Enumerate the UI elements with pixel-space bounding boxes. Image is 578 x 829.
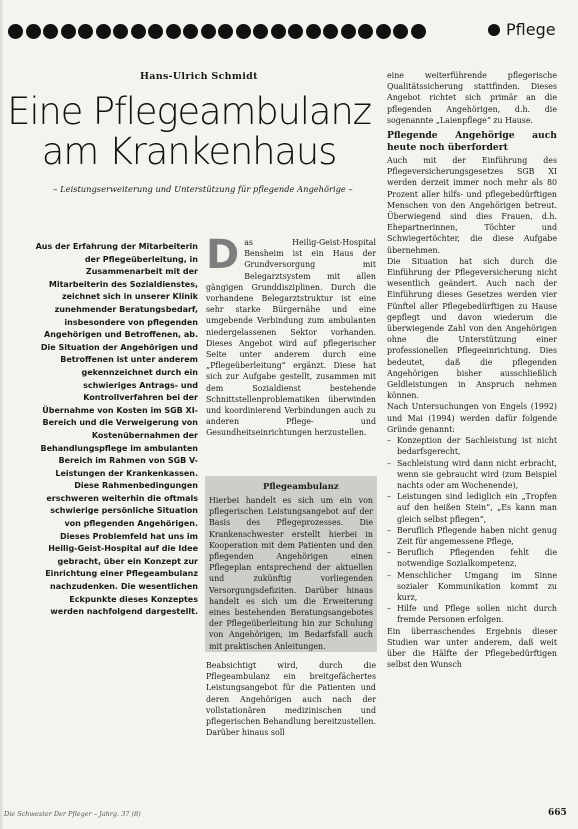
col3-paragraph-1: Auch mit der Einführung des Pflegeversicherungsgesetzes SGB XI werden derzeit immer noch mehr als 80 Prozent aller hilfs- und pflegebedürftigen Menschen von den Angehörigen betreut. Überwiegend sind dies Frauen, d.h. Ehepartnerinnen, Töchter und Schwiegertöchter, die diese Aufgabe übernehmen. — [387, 156, 557, 255]
list-item: – Beruflich Pflegenden fehlt die notwendige Sozialkompetenz, — [397, 547, 557, 569]
header-dot — [218, 24, 233, 39]
author: Hans-Ulrich Schmidt — [140, 71, 258, 82]
header-dot — [43, 24, 58, 39]
header-dot — [341, 24, 356, 39]
header-dot — [96, 24, 111, 39]
header-dot — [8, 24, 23, 39]
header-dot — [201, 24, 216, 39]
col3-heading: Pflegende Angehörige auch heute noch überfordert — [387, 130, 557, 153]
header-dot — [253, 24, 268, 39]
lead-paragraph — [34, 241, 198, 619]
info-box-text: Hierbei handelt es sich um ein von pflegerischen Leistungsangebot auf der Basis des Pflegeprozesses. Die Krankenschwester erstellt hierbei in Kooperation mit dem Patienten und den pflegenden Angehörigen einen Pflegeplan entsprechend der aktuellen und zukünftig vorliegenden Versorgungsdefiziten. Darüber hinaus handelt es sich um die Erweiterung eines bestehenden Beratungsangebotes der Pflegeüberleitung hin zur Schulung von Angehörigen, im Bedarfsfall auch mit praktischen Anleitungen. — [209, 496, 373, 651]
list-item: – Leistungen sind lediglich ein „Tropfen auf den heißen Stein“, „Es kann man gleich selbst pflegen“, — [397, 491, 557, 525]
list-item: – Hilfe und Pflege sollen nicht durch fremde Personen erfolgen. — [397, 603, 557, 625]
body-column-3 — [387, 70, 557, 670]
col3-paragraph-2: Die Situation hat sich durch die Einführung der Pflegeversicherung nicht wesentlich geändert. Auch nach der Einführung dieses Gesetzes werden vier Fünftel aller Pflegebedürftigen zu Hause gepflegt und davon wiederum die überwiegende Zahl von den Angehörigen ohne die Unterstützung einer professionellen Pflegeeinrichtung. Dies bedeutet, daß die pflegenden Angehörigen bisher ausschließlich Geldleistungen in Anspruch nehmen können. — [387, 256, 557, 401]
header-dot — [393, 24, 408, 39]
header-dot — [148, 24, 163, 39]
header-dot — [271, 24, 286, 39]
list-item: – Menschlicher Umgang im Sinne sozialer Kommunikation kommt zu kurz, — [397, 570, 557, 604]
journal-footer: Die Schwester Der Pfleger – Jahrg. 37 (8) — [4, 810, 141, 818]
header-dot-rule — [8, 24, 426, 42]
col3-paragraph-4: Ein überraschendes Ergebnis dieser Studien war unter anderem, daß weit über die Hälfte der Pflegebedürftigen selbst den Wunsch — [387, 626, 557, 670]
col2-intro-paragraph — [206, 232, 376, 439]
title-line-1: Eine Pflegeambulanz — [7, 90, 371, 133]
list-item: – Konzeption der Sachleistung ist nicht bedarfsgerecht, — [397, 435, 557, 457]
body-column-2-bottom — [206, 660, 376, 738]
lead-text: Aus der Erfahrung der Mitarbeiterin der Pflegeüberleitung, in Zusammenarbeit mit der Mitarbeiterin des Sozialdienstes, zeichnet sich in unserer Klinik zunehmender Beratungsbedarf, insbesondere von pflegenden Angehörigen und Betroffenen, ab. Die Situation der Angehörigen und Betroffenen ist unter anderem gekennzeichnet durch ein schwieriges Antrags- und Kontrollverfahren bei der Übernahme von Kosten im SGB XI-Bereich und die Verweigerung von Kostenübernahmen der Behandlungspflege im ambulanten Bereich im Rahmen von SGB V-Leistungen der Krankenkassen. Diese Rahmenbedingungen erschweren weiterhin die oftmals schwierige persönliche Situation von pflegenden Angehörigen. Dieses Problemfeld hat uns im Heilig-Geist-Hospital auf die Idee gebracht, über ein Konzept zur Einrichtung einer Pflegeambulanz nachzudenken. Die wesentlichen Eckpunkte dieses Konzeptes werden nachfolgend dargestellt. — [35, 242, 198, 617]
header-dot — [183, 24, 198, 39]
info-box-title: Pflegeambulanz — [263, 482, 339, 492]
list-item: – Beruflich Pflegende haben nicht genug Zeit für angemessene Pflege, — [397, 525, 557, 547]
col2-intro-text: as Heilig-Geist-Hospital Bensheim ist ein Haus der Grundversorgung mit Belegarztsystem mit allen gängigen Grunddisziplinen. Durch die vorhandene Belegarztstruktur ist eine sehr starke Bürgernähe und eine umgebende Verbindung zum ambulanten niedergelassenen Sektor vorhanden. Dieses Angebot wird auf pflegerischer Seite unter anderem durch eine „Pflegeüberleitung“ ergänzt. Diese hat sich zur Aufgabe gestellt, zusammen mit dem Sozialdienst bestehende Schnittstellenproblematiken überwinden und koordinierend Verbindungen auch zu anderen Pflege- und Gesundheitseinrichtungen herzustellen. — [206, 238, 376, 438]
section-bullet-icon — [488, 24, 500, 36]
header-dot — [323, 24, 338, 39]
header-dot — [411, 24, 426, 39]
subtitle: – Leistungserweiterung und Unterstützung für pflegende Angehörige – — [53, 184, 353, 194]
title-line-2: am Krankenhaus — [41, 130, 337, 173]
page-number: 665 — [548, 808, 567, 818]
info-box — [205, 476, 377, 652]
header-dot — [358, 24, 373, 39]
col2-after-box-text: Beabsichtigt wird, durch die Pflegeambulanz ein breitgefächertes Leistungsangebot für die Patienten und deren Angehörigen auch nach der vollstationären medizinischen und pflegerischen Behandlung bereitzustellen. Darüber hinaus soll — [206, 661, 376, 738]
header-dot — [288, 24, 303, 39]
list-item: – Sachleistung wird dann nicht erbracht, wenn sie gebraucht wird (zum Beispiel nachts oder am Wochenende), — [397, 458, 557, 492]
header-dot — [113, 24, 128, 39]
section-label-text: Pflege — [506, 20, 556, 39]
reasons-list — [387, 435, 557, 625]
header-dot — [166, 24, 181, 39]
section-label — [488, 20, 556, 39]
article-title — [0, 92, 378, 172]
header-dot — [236, 24, 251, 39]
header-dot — [78, 24, 93, 39]
header-dot — [26, 24, 41, 39]
header-dot — [306, 24, 321, 39]
col3-top-text: eine weiterführende pflegerische Qualitätssicherung stattfinden. Dieses Angebot richtet sich primär an die pflegenden Angehörigen, d.h. die sogenannte „Laienpflege“ zu Hause. — [387, 71, 557, 125]
header-dot — [131, 24, 146, 39]
header-dot — [376, 24, 391, 39]
col3-paragraph-3: Nach Untersuchungen von Engels (1992) und Mai (1994) werden dafür folgende Gründe genannt: — [387, 402, 557, 434]
drop-cap: D — [206, 232, 240, 278]
header-dot — [61, 24, 76, 39]
body-column-2 — [206, 232, 376, 439]
